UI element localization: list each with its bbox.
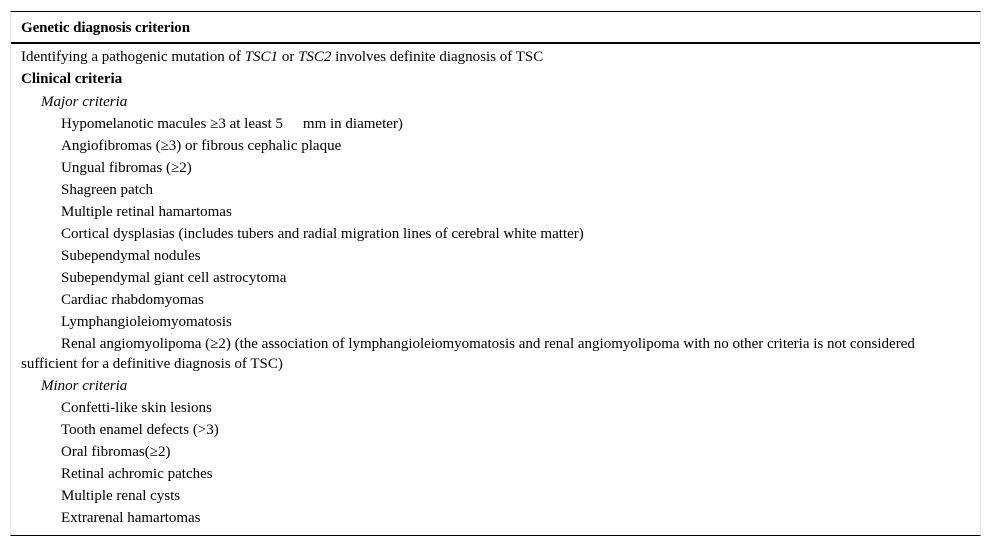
- table-body: [11, 44, 980, 529]
- minor-criterion-item: Confetti-like skin lesions: [61, 400, 212, 416]
- major-criteria-title: Major criteria: [41, 94, 128, 110]
- criteria-table: [10, 11, 981, 536]
- major-first-before: Hypomelanotic macules ≥3 at least 5: [61, 116, 283, 132]
- gene-tsc1: TSC1: [244, 49, 279, 65]
- major-criterion-item: Angiofibromas (≥3) or fibrous cephalic plaque: [61, 138, 342, 154]
- minor-criterion-item: Tooth enamel defects (>3): [61, 422, 219, 438]
- major-criterion-item: Shagreen patch: [61, 182, 154, 198]
- clinical-criteria-title: Clinical criteria: [21, 71, 123, 87]
- gene-tsc2: TSC2: [298, 49, 332, 65]
- major-criterion-item-renal: Renal angiomyolipoma (≥2) (the association of lymphangioleiomyomatosis and renal angiomyolipoma with no other criteria is not considered sufficient for a definitive diagnosis of TSC): [21, 336, 915, 372]
- minor-criterion-item: Retinal achromic patches: [61, 466, 213, 482]
- genetic-middle: or: [278, 49, 299, 65]
- major-criterion-item: Subependymal giant cell astrocytoma: [61, 270, 287, 286]
- table-header: Genetic diagnosis criterion: [11, 12, 980, 44]
- genetic-suffix: involves definite diagnosis of TSC: [331, 49, 544, 65]
- major-criterion-item: Multiple retinal hamartomas: [61, 204, 232, 220]
- major-criterion-item: Cortical dysplasias (includes tubers and radial migration lines of cerebral white matter): [61, 226, 584, 242]
- genetic-prefix: Identifying a pathogenic mutation of: [21, 49, 245, 65]
- major-criterion-item: Ungual fibromas (≥2): [61, 160, 192, 176]
- major-criterion-item: [21, 113, 980, 135]
- major-first-after: mm in diameter): [302, 116, 403, 132]
- minor-criteria-title: Minor criteria: [41, 378, 128, 394]
- minor-criterion-item: Multiple renal cysts: [61, 488, 181, 504]
- minor-criterion-item: Extrarenal hamartomas: [61, 510, 201, 526]
- minor-criterion-item: Oral fibromas(≥2): [61, 444, 171, 460]
- major-criterion-item: Lymphangioleiomyomatosis: [61, 314, 232, 330]
- major-criterion-item: Subependymal nodules: [61, 248, 201, 264]
- genetic-criterion-row: [21, 45, 980, 68]
- major-criterion-item: Cardiac rhabdomyomas: [61, 292, 204, 308]
